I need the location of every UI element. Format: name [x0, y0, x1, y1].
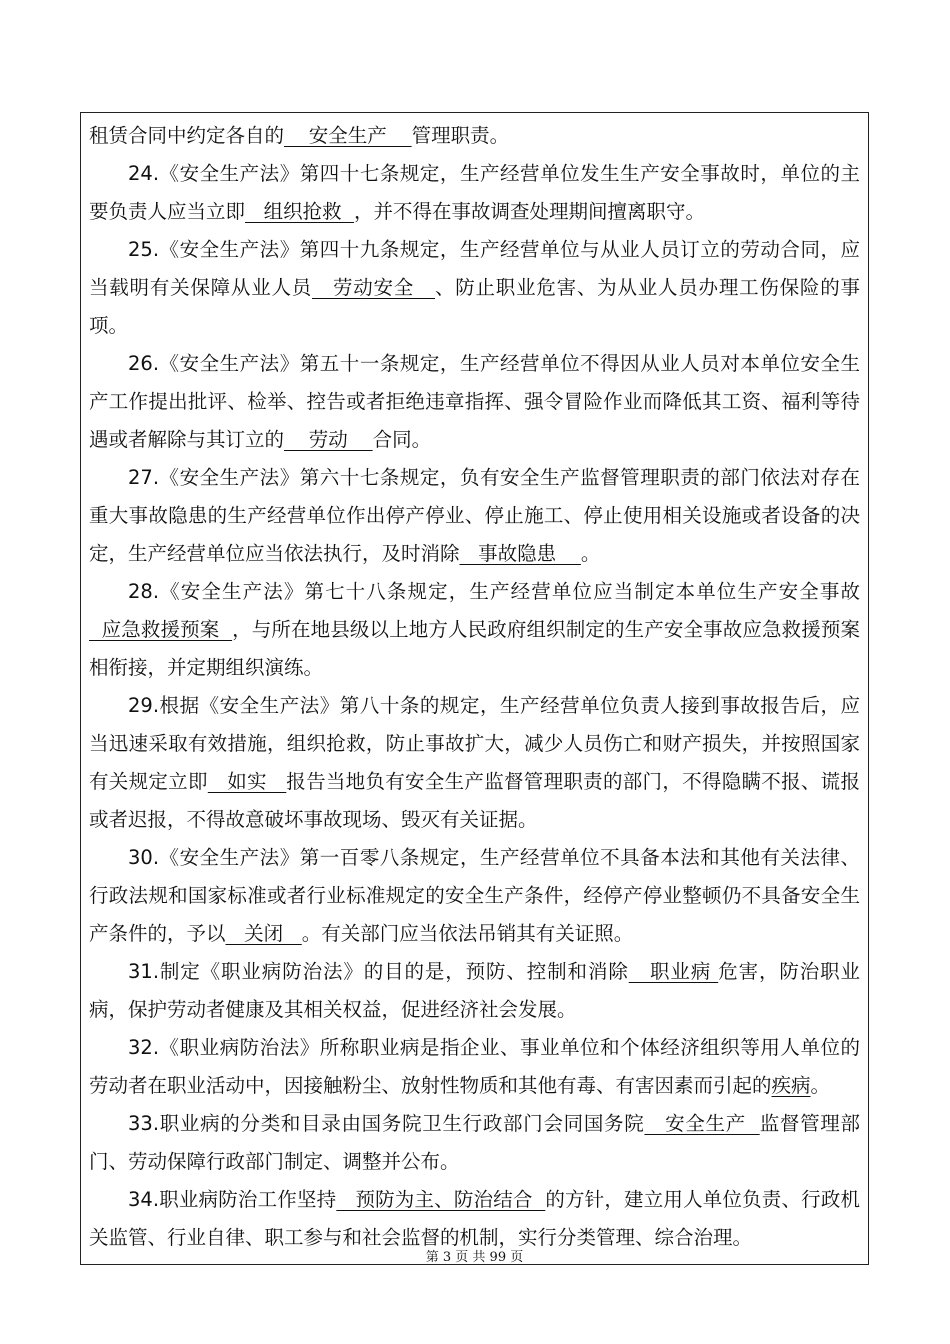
- paragraph-continuation: [89, 117, 860, 155]
- question-31: [89, 953, 860, 1029]
- question-25: [89, 231, 860, 345]
- document-body: [89, 117, 860, 1257]
- text: 26.《安全生产法》第五十一条规定，生产经营单位不得因从业人员对本单位安全生产工作提出批评、检举、控告或者拒绝违章指挥、强令冒险作业而降低其工资、福利等待遇或者解除与其订立的: [89, 352, 860, 451]
- text: 34.职业病防治工作坚持: [128, 1188, 337, 1211]
- blank-answer: 劳动安全: [312, 276, 435, 299]
- blank-answer: 安全生产: [644, 1112, 760, 1135]
- blank-answer: 关闭: [225, 922, 302, 945]
- page-footer: 第 3 页 共 99 页: [425, 1250, 524, 1265]
- blank-answer: 职业病: [628, 960, 719, 983]
- text: 33.职业病的分类和目录由国务院卫生行政部门会同国务院: [128, 1112, 645, 1135]
- text: 31.制定《职业病防治法》的目的是，预防、控制和消除: [128, 960, 629, 983]
- blank-answer: 预防为主、防治结合: [336, 1188, 546, 1211]
- text: 合同。: [372, 428, 432, 451]
- question-32: [89, 1029, 860, 1105]
- blank-answer: 如实: [207, 770, 287, 793]
- blank-answer: 疾病: [771, 1074, 811, 1097]
- text: 30.《安全生产法》第一百零八条规定，生产经营单位不具备本法和其他有关法律、行政法规和国家标准或者行业标准规定的安全生产条件，经停产停业整顿仍不具备安全生产条件的，予以: [89, 846, 860, 945]
- question-33: [89, 1105, 860, 1181]
- text: 29.根据《安全生产法》第八十条的规定，生产经营单位负责人接到事故报告后，应当迅速采取有效措施，组织抢救，防止事故扩大，减少人员伤亡和财产损失，并按照国家有关规定立即: [89, 694, 860, 793]
- question-30: [89, 839, 860, 953]
- blank-answer: 组织抢救: [245, 200, 355, 223]
- text: 25.《安全生产法》第四十九条规定，生产经营单位与从业人员订立的劳动合同，应当载明有关保障从业人员: [89, 238, 860, 299]
- question-24: [89, 155, 860, 231]
- question-28: [89, 573, 860, 687]
- text: 。有关部门应当依法吊销其有关证照。: [301, 922, 634, 945]
- text: 28.《安全生产法》第七十八条规定，生产经营单位应当制定本单位生产安全事故: [128, 580, 860, 603]
- text: 监督管理部门、劳动保障行政部门制定、调整并公布。: [89, 1112, 860, 1173]
- blank-answer: 应急救援预案: [89, 618, 233, 641]
- text: ，与所在地县级以上地方人民政府组织制定的生产安全事故应急救援预案相衔接，并定期组织演练。: [89, 618, 860, 679]
- blank-answer: 事故隐患: [459, 542, 581, 565]
- text: 报告当地负有安全生产监督管理职责的部门，不得隐瞒不报、谎报或者迟报，不得故意破坏事故现场、毁灭有关证据。: [89, 770, 860, 831]
- text: 的方针，建立用人单位负责、行政机关监管、行业自律、职工参与和社会监督的机制，实行分类管理、综合治理。: [89, 1188, 860, 1249]
- text: 27.《安全生产法》第六十七条规定，负有安全生产监督管理职责的部门依法对存在重大事故隐患的生产经营单位作出停产停业、停止施工、停止使用相关设施或者设备的决定，生产经营单位应当依法执行，及时消除: [89, 466, 860, 565]
- question-26: [89, 345, 860, 459]
- text: 32.《职业病防治法》所称职业病是指企业、事业单位和个体经济组织等用人单位的劳动者在职业活动中，因接触粉尘、放射性物质和其他有毒、有害因素而引起的: [89, 1036, 860, 1097]
- text: 。: [810, 1074, 831, 1097]
- blank-answer: 劳动: [284, 428, 373, 451]
- text: 租赁合同中约定各自的: [89, 124, 285, 147]
- page-frame: [80, 112, 869, 1265]
- text: 、防止职业危害、为从业人员办理工伤保险的事项。: [89, 276, 860, 337]
- text: 。: [580, 542, 601, 565]
- text: 24.《安全生产法》第四十七条规定，生产经营单位发生生产安全事故时，单位的主要负责人应当立即: [89, 162, 860, 223]
- text: 管理职责。: [411, 124, 510, 147]
- text: ，并不得在事故调查处理期间擅离职守。: [354, 200, 706, 223]
- text: 危害，防治职业病，保护劳动者健康及其相关权益，促进经济社会发展。: [89, 960, 861, 1021]
- question-27: [89, 459, 860, 573]
- blank-answer: 安全生产: [284, 124, 412, 147]
- question-29: [89, 687, 860, 839]
